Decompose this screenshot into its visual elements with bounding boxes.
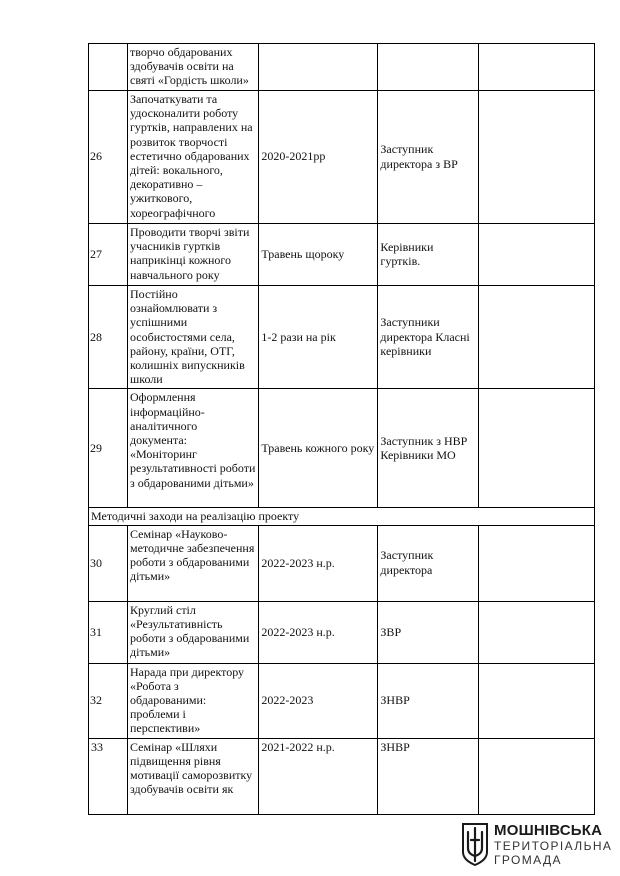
responsible-cell: ЗНВР — [378, 663, 479, 738]
table-row — [89, 601, 595, 663]
row-number: 29 — [89, 389, 128, 508]
activity-cell: творчо обдарованих здобувачів освіти на святі «Гордість школи» — [128, 44, 259, 91]
table-row — [89, 44, 595, 91]
responsible-cell: Керівники гуртків. — [378, 224, 479, 286]
plan-table — [88, 43, 595, 815]
term-cell: Травень кожного року — [259, 389, 378, 508]
responsible-cell: ЗНВР — [378, 738, 479, 814]
responsible-cell: ЗВР — [378, 601, 479, 663]
logo-title: МОШНІВСЬКА — [494, 822, 603, 839]
activity-cell: Започаткувати та удосконалити роботу гуртків, направлених на розвиток творчості естетично обдарованих дітей: вокального, декоративно – ужиткового, хореографічного — [128, 91, 259, 224]
row-number: 31 — [89, 601, 128, 663]
term-cell: 2021-2022 н.р. — [259, 738, 378, 814]
table-row — [89, 663, 595, 738]
table-row — [89, 389, 595, 508]
table-row — [89, 91, 595, 224]
community-logo — [460, 822, 613, 868]
responsible-cell: Заступник директора — [378, 525, 479, 601]
note-cell — [479, 224, 595, 286]
activity-cell: Оформлення інформаційно-аналітичного документа: «Моніторинг результативності роботи з обдарованими дітьми» — [128, 389, 259, 508]
activity-cell: Нарада при директору «Робота з обдарованими: проблеми і перспективи» — [128, 663, 259, 738]
logo-subtitle: ТЕРИТОРІАЛЬНА — [494, 839, 613, 853]
activity-cell: Семінар «Шляхи підвищення рівня мотивації саморозвитку здобувачів освіти як — [128, 738, 259, 814]
responsible-cell: Заступник директора з ВР — [378, 91, 479, 224]
term-cell: 1-2 рази на рік — [259, 286, 378, 389]
row-number — [89, 44, 128, 91]
note-cell — [479, 663, 595, 738]
section-row — [89, 508, 595, 525]
term-cell: Травень щороку — [259, 224, 378, 286]
row-number: 32 — [89, 663, 128, 738]
note-cell — [479, 389, 595, 508]
note-cell — [479, 525, 595, 601]
term-cell: 2022-2023 н.р. — [259, 525, 378, 601]
activity-cell: Проводити творчі звіти учасників гуртків наприкінці кожного навчального року — [128, 224, 259, 286]
term-cell: 2020-2021рр — [259, 91, 378, 224]
row-number: 30 — [89, 525, 128, 601]
note-cell — [479, 44, 595, 91]
responsible-cell: Заступник з НВР Керівники МО — [378, 389, 479, 508]
note-cell — [479, 738, 595, 814]
row-number: 28 — [89, 286, 128, 389]
responsible-cell — [378, 44, 479, 91]
table-row — [89, 525, 595, 601]
table-row — [89, 738, 595, 814]
note-cell — [479, 601, 595, 663]
section-title: Методичні заходи на реалізацію проекту — [89, 508, 595, 525]
table-row — [89, 286, 595, 389]
activity-cell: Круглий стіл «Результативність роботи з обдарованими дітьми» — [128, 601, 259, 663]
table-row — [89, 224, 595, 286]
term-cell: 2022-2023 — [259, 663, 378, 738]
term-cell: 2022-2023 н.р. — [259, 601, 378, 663]
note-cell — [479, 91, 595, 224]
row-number: 33 — [89, 738, 128, 814]
responsible-cell: Заступники директора Класні керівники — [378, 286, 479, 389]
logo-subtitle-2: ГРОМАДА — [494, 853, 562, 867]
row-number: 27 — [89, 224, 128, 286]
activity-cell: Постійно ознайомлювати з успішними особистостями села, району, країни, ОТГ, колишніх випускників школи — [128, 286, 259, 389]
term-cell — [259, 44, 378, 91]
trident-emblem-icon — [460, 822, 490, 866]
activity-cell: Семінар «Науково-методичне забезпечення роботи з обдарованими дітьми» — [128, 525, 259, 601]
row-number: 26 — [89, 91, 128, 224]
note-cell — [479, 286, 595, 389]
